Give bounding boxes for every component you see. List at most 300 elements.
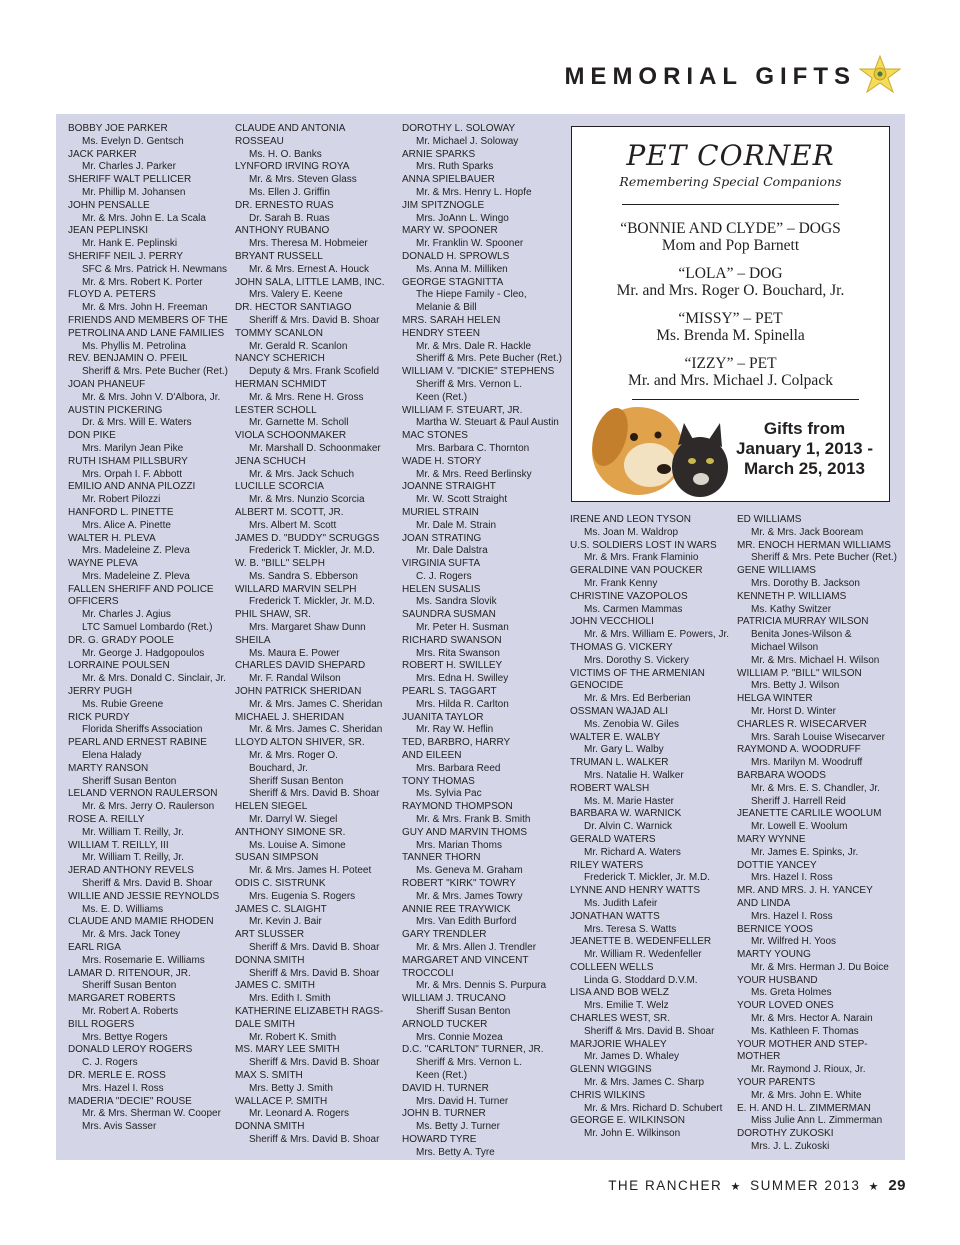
honoree-name: JUANITA TAYLOR (402, 711, 484, 723)
honoree-name: RAYMOND A. WOODRUFF (737, 744, 861, 756)
sheriff-star-badge-icon (854, 54, 906, 98)
honoree-name: NANCY SCHERICH (235, 353, 325, 365)
donor-name: Mr. Robert K. Smith (249, 1031, 337, 1043)
honoree-name: WALTER H. PLEVA (68, 532, 156, 544)
honoree-name: JOAN STRATING (402, 532, 482, 544)
donor-name: Mrs. Edna H. Swilley (416, 673, 509, 685)
donor-name: Sheriff & Mrs. Vernon L. (416, 1057, 522, 1069)
donor-name: Mrs. J. L. Zukoski (751, 1141, 830, 1153)
donor-name: Mrs. Emilie T. Welz (584, 1000, 669, 1012)
honoree-name: OFFICERS (68, 596, 119, 608)
donor-name: Mr. Ray W. Heflin (416, 724, 494, 736)
donor-name: Mr. & Mrs. Reed Berlinsky (416, 468, 532, 480)
donor-name: Mrs. Betty J. Smith (249, 1082, 333, 1094)
honoree-name: JOHN B. TURNER (402, 1108, 486, 1120)
memorial-entry (570, 680, 730, 706)
honoree-name: MARGARET ROBERTS (68, 993, 176, 1005)
memorial-entry (235, 123, 395, 136)
honoree-name: ART SLUSSER (235, 929, 305, 941)
donor-name: Mr. & Mrs. Jack Toney (82, 929, 181, 941)
honoree-name: MS. MARY LEE SMITH (235, 1044, 340, 1056)
memorial-entry (68, 174, 228, 200)
donor-name: C. J. Rogers (416, 570, 472, 582)
donor-name: Mr. & Mrs. James C. Sheridan (249, 724, 383, 736)
donor-name: Mrs. Theresa M. Hobmeier (249, 238, 368, 250)
memorial-entry (402, 328, 562, 366)
memorial-entry (402, 149, 562, 175)
memorial-entry (235, 533, 395, 559)
honoree-name: GERALD WATERS (570, 833, 656, 845)
honoree-name: VICTIMS OF THE ARMENIAN (570, 667, 705, 679)
memorial-entry (68, 353, 228, 379)
donor-name: Ms. Zenobia W. Giles (584, 718, 680, 730)
memorial-entry (68, 225, 228, 251)
donor-name: Ms. Geneva M. Graham (416, 865, 523, 877)
memorial-entry (402, 993, 562, 1019)
star-icon: ★ (868, 1181, 881, 1193)
honoree-name: GENE WILLIAMS (737, 565, 816, 577)
memorial-entry (402, 801, 562, 827)
donor-name: Ms. Sylvia Pac (416, 788, 482, 800)
donor-name: Mr. & Mrs. Henry L. Hopfe (416, 186, 532, 198)
honoree-name: TONY THOMAS (402, 775, 475, 787)
donor-name: Mr. & Mrs. John H. Freeman (82, 302, 208, 314)
donor-name: Mrs. JoAnn L. Wingo (416, 212, 509, 224)
donor-name: Mr. & Mrs. James C. Sheridan (249, 698, 383, 710)
memorial-entry (737, 860, 902, 886)
memorial-entry (737, 591, 902, 617)
memorial-column-2 (235, 123, 395, 1147)
donor-name: Sheriff & Mrs. David B. Shoar (249, 1133, 380, 1145)
honoree-name: DOTTIE YANCEY (737, 859, 817, 871)
memorial-entry (737, 540, 902, 566)
memorial-entry (402, 852, 562, 878)
memorial-entry (737, 975, 902, 1001)
honoree-name: CHARLES WEST, SR. (570, 1013, 671, 1025)
memorial-entry (68, 1070, 228, 1096)
donor-name: Mr. & Mrs. John E. White (751, 1089, 862, 1101)
honoree-name: RICHARD SWANSON (402, 634, 502, 646)
donor-name: Sheriff & Mrs. David B. Shoar (249, 1057, 380, 1069)
honoree-name: HOWARD TYRE (402, 1133, 477, 1145)
honoree-name: GENOCIDE (570, 680, 624, 692)
memorial-entry (570, 706, 730, 732)
memorial-entry (570, 1064, 730, 1090)
donor-name: Mr. & Mrs. Frank Flaminio (584, 552, 699, 564)
memorial-entry (570, 834, 730, 860)
donor-name: Mrs. Dorothy S. Vickery (584, 654, 689, 666)
honoree-name: DONALD H. SPROWLS (402, 250, 510, 262)
honoree-name: HELEN SUSALIS (402, 583, 481, 595)
donor-name: Ms. Carmen Mammas (584, 603, 683, 615)
page-number: 29 (888, 1177, 906, 1194)
donor-name: Mr. W. Scott Straight (416, 494, 508, 506)
donor-name: Mrs. Sarah Louise Wisecarver (751, 731, 885, 743)
honoree-name: ANTHONY SIMONE SR. (235, 826, 346, 838)
honoree-name: WAYNE PLEVA (68, 558, 138, 570)
honoree-name: WILLIAM P. "BILL" WILSON (737, 667, 862, 679)
memorial-entry (235, 225, 395, 251)
honoree-name: ANNA SPIELBAUER (402, 174, 495, 186)
donor-name: Mr. & Mrs. Donald C. Sinclair, Jr. (82, 673, 226, 685)
honoree-name: THOMAS G. VICKERY (570, 641, 673, 653)
memorial-entry (235, 507, 395, 533)
donor-name: Mr. & Mrs. Michael H. Wilson (751, 654, 880, 666)
divider (622, 204, 839, 205)
honoree-name: OSSMAN WAJAD ALI (570, 705, 668, 717)
memorial-entry (570, 808, 730, 834)
donor-name: Mr. & Mrs. Jack Schuch (249, 468, 355, 480)
memorial-entry (737, 924, 902, 950)
memorial-entry (570, 911, 730, 937)
donor-name: Florida Sheriffs Association (82, 724, 203, 736)
donor-name: The Hiepe Family - Cleo, (416, 289, 527, 301)
honoree-name: ARNOLD TUCKER (402, 1018, 488, 1030)
memorial-entry (68, 942, 228, 968)
donor-name: SFC & Mrs. Patrick H. Newmans (82, 263, 228, 275)
memorial-entry (68, 763, 228, 789)
memorial-entry (68, 315, 228, 328)
donor-name: Mr. Raymond J. Rioux, Jr. (751, 1064, 866, 1076)
honoree-name: WALLACE P. SMITH (235, 1095, 328, 1107)
honoree-name: ODIS C. SISTRUNK (235, 878, 326, 890)
star-icon: ★ (730, 1181, 742, 1193)
donor-name: Ms. M. Marie Haster (584, 795, 675, 807)
memorial-entry (402, 507, 562, 533)
donor-name: Mr. Lowell E. Woolum (751, 821, 848, 833)
memorial-entry (402, 405, 562, 431)
honoree-name: DONNA SMITH (235, 1121, 305, 1133)
donor-name: Ms. Rubie Greene (82, 698, 164, 710)
memorial-entry (402, 776, 562, 802)
donor-name: Mrs. Edith I. Smith (249, 993, 331, 1005)
memorial-entry (737, 1039, 902, 1052)
donor-name: Ms. Kathleen F. Thomas (751, 1025, 859, 1037)
donor-name: Mrs. Connie Mozea (416, 1031, 503, 1043)
honoree-name: LELAND VERNON RAULERSON (68, 788, 218, 800)
donor-name: Mr. James D. Whaley (584, 1051, 680, 1063)
memorial-entry (68, 840, 228, 866)
memorial-entry (402, 660, 562, 686)
pet-entry (572, 220, 889, 254)
honoree-name: DONALD LEROY ROGERS (68, 1044, 193, 1056)
donor-name: Mrs. Teresa S. Watts (584, 923, 677, 935)
honoree-name: FLOYD A. PETERS (68, 289, 156, 301)
honoree-name: JOHN PATRICK SHERIDAN (235, 686, 362, 698)
memorial-entry (68, 712, 228, 738)
donor-name: Ms. Phyllis M. Petrolina (82, 340, 186, 352)
memorial-entry (737, 1103, 902, 1129)
honoree-name: MARGARET AND VINCENT (402, 954, 529, 966)
honoree-name: SAUNDRA SUSMAN (402, 609, 496, 621)
donor-name: Sheriff & Mrs. David B. Shoar (249, 942, 380, 953)
honoree-name: MARTY YOUNG (737, 949, 811, 961)
memorial-entry (235, 558, 395, 584)
honoree-name: JIM SPITZNOGLE (402, 199, 485, 211)
donor-name: Mrs. Marilyn M. Woodruff (751, 757, 863, 769)
donor-name: Mr. & Mrs. Rene H. Gross (249, 391, 364, 403)
memorial-entry (737, 514, 902, 540)
memorial-entry (570, 885, 730, 911)
memorial-entry (235, 712, 395, 738)
memorial-entry (235, 379, 395, 405)
memorial-entry (68, 456, 228, 482)
honoree-name: W. B. "BILL" SELPH (235, 558, 325, 570)
memorial-entry (68, 737, 228, 763)
pet-name: “LOLA” – DOG (678, 265, 783, 282)
donor-name: Ms. H. O. Banks (249, 148, 322, 160)
memorial-entry (737, 693, 902, 719)
memorial-entry (402, 200, 562, 226)
honoree-name: BERNICE YOOS (737, 923, 813, 935)
honoree-name: JACK PARKER (68, 148, 137, 160)
memorial-entry (402, 1019, 562, 1045)
memorial-column-3 (402, 123, 562, 1160)
honoree-name: JOANNE STRAIGHT (402, 481, 496, 493)
memorial-entry (402, 878, 562, 904)
memorial-entry (235, 1121, 395, 1147)
page-title: MEMORIAL GIFTS (564, 63, 856, 90)
donor-name: Mr. & Mrs. Dennis S. Purpura (416, 980, 547, 992)
honoree-name: PHIL SHAW, SR. (235, 609, 311, 621)
honoree-name: YOUR HUSBAND (737, 974, 818, 986)
donor-name: Mr. Dale M. Strain (416, 519, 497, 531)
pet-name: “IZZY” – PET (684, 355, 777, 372)
memorial-entry (68, 558, 228, 584)
donor-name: Ms. Betty J. Turner (416, 1121, 500, 1133)
memorial-entry (737, 1128, 902, 1154)
honoree-name: JOHN VECCHIOLI (570, 616, 654, 628)
donor-name: Mrs. Ruth Sparks (416, 161, 494, 173)
donor-name: Deputy & Mrs. Frank Scofield (249, 366, 380, 378)
memorial-entry (235, 1019, 395, 1045)
memorial-entry (235, 251, 395, 277)
donor-name: Mr. & Mrs. John V. D'Albora, Jr. (82, 391, 221, 403)
memorial-entry (68, 149, 228, 175)
honoree-name: MARY WYNNE (737, 833, 806, 845)
honoree-name: RICK PURDY (68, 711, 130, 723)
memorial-entry (402, 737, 562, 750)
honoree-name: GEORGE STAGNITTA (402, 276, 504, 288)
donor-name: Ms. Evelyn D. Gentsch (82, 135, 184, 147)
honoree-name: WADE H. STORY (402, 455, 482, 467)
memorial-entry (235, 660, 395, 686)
honoree-name: BARBARA WOODS (737, 769, 826, 781)
pet-entry (572, 265, 889, 299)
honoree-name: VIOLA SCHOONMAKER (235, 430, 347, 442)
donor-name: Sheriff & Mrs. Vernon L. (416, 378, 522, 390)
honoree-name: KATHERINE ELIZABETH RAGS- (235, 1005, 384, 1017)
honoree-name: MURIEL STRAIN (402, 506, 479, 518)
honoree-name: YOUR MOTHER AND STEP- (737, 1038, 868, 1050)
memorial-entry (68, 533, 228, 559)
donor-name: Mrs. Madeleine Z. Pleva (82, 545, 190, 557)
memorial-entry (737, 744, 902, 770)
donor-name: Mrs. Hilda R. Carlton (416, 698, 509, 710)
honoree-name: JOAN PHANEUF (68, 378, 146, 390)
memorial-entry (235, 161, 395, 199)
honoree-name: JEANETTE B. WEDENFELLER (570, 936, 712, 948)
honoree-name: JAMES D. "BUDDY" SCRUGGS (235, 532, 380, 544)
honoree-name: WILLIAM T. REILLY, III (68, 839, 169, 851)
memorial-entry (570, 757, 730, 783)
honoree-name: RAYMOND THOMPSON (402, 801, 513, 813)
donor-name: Ms. Joan M. Waldrop (584, 526, 679, 538)
donor-name: Mrs. Margaret Shaw Dunn (249, 622, 366, 634)
donor-name: Mr. & Mrs. Robert K. Porter (82, 276, 203, 288)
honoree-name: CLAUDE AND ANTONIA (235, 123, 346, 134)
memorial-entry (737, 770, 902, 808)
donor-name: Mrs. Rita Swanson (416, 647, 500, 659)
donor-name: Sheriff Susan Benton (82, 980, 177, 992)
honoree-name: BILL ROGERS (68, 1018, 135, 1030)
honoree-name: JERAD ANTHONY REVELS (68, 865, 194, 877)
honoree-name: ROSE A. REILLY (68, 814, 145, 826)
memorial-entry (402, 1044, 562, 1082)
honoree-name: ED WILLIAMS (737, 514, 802, 525)
memorial-entry (68, 686, 228, 712)
honoree-name: AUSTIN PICKERING (68, 404, 163, 416)
memorial-entry (570, 962, 730, 988)
honoree-name: JENA SCHUCH (235, 455, 306, 467)
donor-name: Mrs. Orpah I. F. Abbott (82, 468, 183, 480)
memorial-entry (570, 591, 730, 617)
memorial-entry (68, 814, 228, 840)
memorial-entry (68, 916, 228, 942)
memorial-entry (235, 1070, 395, 1096)
publication-name: THE RANCHER (608, 1178, 723, 1193)
memorial-entry (402, 251, 562, 277)
honoree-name: TANNER THORN (402, 852, 481, 864)
memorial-entry (235, 955, 395, 981)
pet-entry (572, 310, 889, 344)
memorial-entry (402, 174, 562, 200)
donor-name: Miss Julie Ann L. Zimmerman (751, 1115, 883, 1127)
donor-name: Mr. Franklin W. Spooner (416, 238, 524, 250)
donor-name: Mrs. Marian Thoms (416, 839, 502, 851)
donor-name: Mr. & Mrs. Frank B. Smith (416, 814, 531, 826)
memorial-entry (402, 635, 562, 661)
memorial-entry (235, 878, 395, 904)
memorial-entry (402, 481, 562, 507)
memorial-entry (402, 712, 562, 738)
memorial-entry (68, 289, 228, 315)
honoree-name: TOMMY SCANLON (235, 327, 323, 339)
honoree-name: FALLEN SHERIFF AND POLICE (68, 583, 214, 595)
memorial-entry (68, 968, 228, 994)
memorial-entry (235, 481, 395, 507)
donor-name: Mrs. Betty J. Wilson (751, 680, 840, 692)
honoree-name: CLAUDE AND MAMIE RHODEN (68, 916, 214, 928)
memorial-entry (570, 860, 730, 886)
donor-name: Mr. William T. Reilly, Jr. (82, 826, 184, 838)
pet-donor: Mr. and Mrs. Michael J. Colpack (628, 372, 833, 389)
page-footer (608, 1177, 906, 1194)
donor-name: Mr. William R. Wedenfeller (584, 949, 702, 961)
memorial-entry (68, 430, 228, 456)
honoree-name: BARBARA W. WARNICK (570, 808, 682, 820)
honoree-name: GEORGE E. WILKINSON (570, 1115, 686, 1127)
honoree-name: TED, BARBRO, HARRY (402, 737, 511, 749)
memorial-entry (235, 430, 395, 456)
honoree-name: GLENN WIGGINS (570, 1064, 652, 1076)
donor-name: Dr. Alvin C. Warnick (584, 821, 672, 833)
donor-name: Mr. & Mrs. Hector A. Narain (751, 1013, 873, 1025)
donor-name: Elena Halady (82, 750, 142, 762)
donor-name: Mr. & Mrs. James Towry (416, 890, 523, 902)
donor-name: Mr. Charles J. Parker (82, 161, 176, 173)
donor-name: Mr. & Mrs. Herman J. Du Boice (751, 961, 889, 973)
memorial-entry (235, 737, 395, 801)
donor-name: Ms. Judith Lafeir (584, 897, 658, 909)
donor-name: Mrs. Barbara C. Thornton (416, 442, 530, 454)
honoree-name: ROBERT WALSH (570, 782, 650, 794)
donor-name: Melanie & Bill (416, 302, 477, 314)
memorial-entry (570, 514, 730, 540)
donor-name: Keen (Ret.) (416, 1069, 468, 1081)
honoree-name: TROCCOLI (402, 967, 454, 979)
memorial-entry (570, 1039, 730, 1065)
honoree-name: JAMES C. SLAIGHT (235, 903, 327, 915)
donor-name: Mr. Hank E. Peplinski (82, 238, 178, 250)
memorial-entry (570, 565, 730, 591)
honoree-name: YOUR PARENTS (737, 1077, 816, 1089)
honoree-name: MICHAEL J. SHERIDAN (235, 711, 345, 723)
memorial-entry (570, 1013, 730, 1039)
donor-name: Sheriff & Mrs. David B. Shoar (249, 314, 380, 326)
donor-name: Dr. Sarah B. Ruas (249, 212, 330, 224)
honoree-name: DOROTHY L. SOLOWAY (402, 123, 516, 134)
honoree-name: WILLIAM F. STEUART, JR. (402, 404, 523, 416)
donor-name: Mr. Wilfred H. Yoos (751, 936, 837, 948)
memorial-entry (68, 660, 228, 686)
honoree-name: LYNNE AND HENRY WATTS (570, 885, 701, 897)
donor-name: Mrs. Rosemarie E. Williams (82, 954, 205, 966)
honoree-name: HERMAN SCHMIDT (235, 378, 327, 390)
honoree-name: HELEN SIEGEL (235, 801, 308, 813)
honoree-name: ANTHONY RUBANO (235, 225, 330, 237)
honoree-name: PEARL S. TAGGART (402, 686, 497, 698)
donor-name: Ms. Kathy Switzer (751, 603, 832, 615)
memorial-entry (402, 609, 562, 635)
memorial-entry (737, 719, 902, 745)
memorial-entry (402, 315, 562, 328)
memorial-entry (402, 827, 562, 853)
honoree-name: MR. AND MRS. J. H. YANCEY (737, 885, 873, 897)
honoree-name: HANFORD L. PINETTE (68, 506, 174, 518)
donor-name: Ms. Louise A. Simone (249, 839, 346, 851)
donor-name: Mr. & Mrs. James H. Poteet (249, 865, 372, 877)
honoree-name: WILLIAM J. TRUCANO (402, 993, 506, 1005)
memorial-entry (68, 635, 228, 661)
donor-name: Frederick T. Mickler, Jr. M.D. (584, 872, 710, 884)
memorial-entry (235, 929, 395, 955)
honoree-name: MARY W. SPOONER (402, 225, 498, 237)
memorial-entry (235, 801, 395, 827)
memorial-entry (68, 1096, 228, 1134)
gifts-end-date: March 25, 2013 (744, 459, 865, 478)
donor-name: Mr. & Mrs. John E. La Scala (82, 212, 206, 224)
honoree-name: JOHN SALA, LITTLE LAMB, INC. (235, 276, 385, 288)
honoree-name: LYNFORD IRVING ROYA (235, 161, 350, 173)
memorial-entry (235, 980, 395, 1006)
memorial-entry (68, 891, 228, 917)
donor-name: Mr. & Mrs. Steven Glass (249, 174, 357, 186)
honoree-name: ARNIE SPARKS (402, 148, 476, 160)
honoree-name: YOUR LOVED ONES (737, 1000, 834, 1012)
memorial-entry (737, 668, 902, 694)
memorial-entry (235, 136, 395, 162)
